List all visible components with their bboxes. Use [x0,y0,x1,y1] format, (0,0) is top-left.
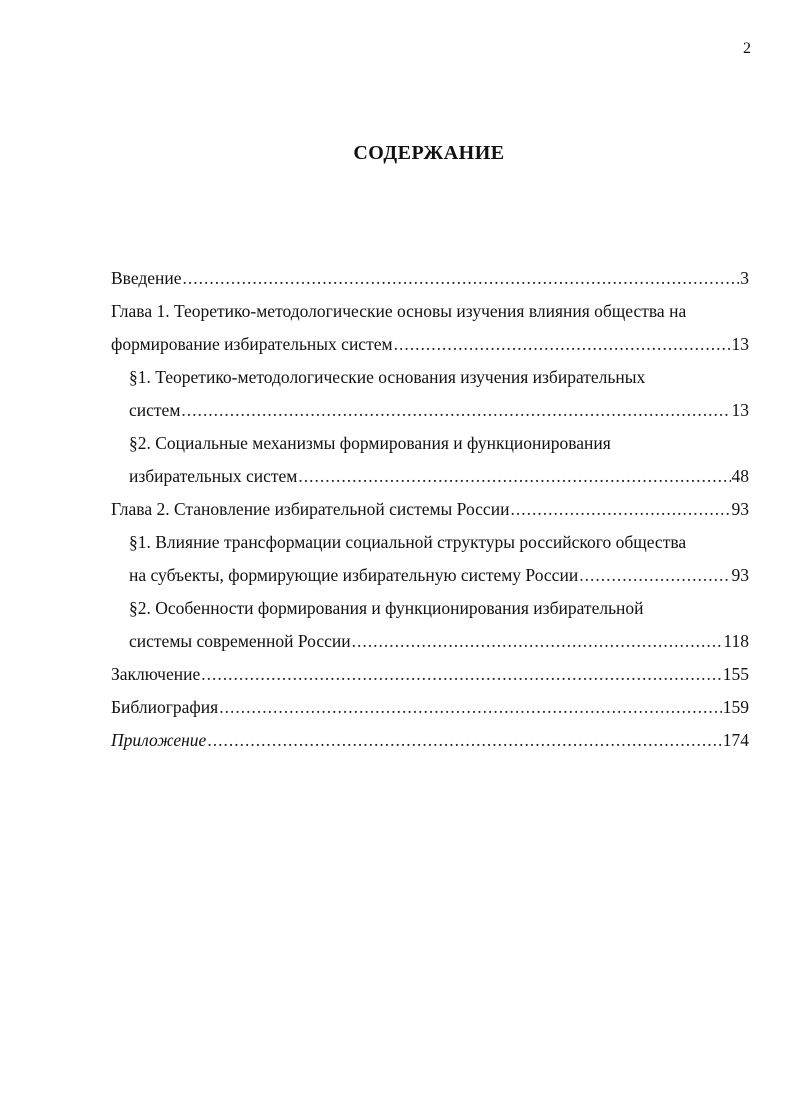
dot-leader [298,460,730,493]
toc-page-number: 155 [722,664,749,684]
toc-page-number: 93 [731,565,749,585]
toc-entry-chapter-2-section-2[interactable] [111,592,749,658]
toc-entry-chapter-1[interactable] [111,295,749,361]
toc-entry-chapter-2-section-1[interactable] [111,526,749,592]
page-title: СОДЕРЖАНИЕ [353,142,505,164]
toc-page-number: 159 [722,697,749,717]
toc-entry-text: Глава 1. Теоретико-методологические основы изучения влияния общества на [111,301,687,321]
toc-entry-text: Библиография [111,697,219,717]
toc-entry-chapter-1-section-2[interactable] [111,427,749,493]
toc-entry-text: §1. Теоретико-методологические основания изучения избирательных [129,367,646,387]
toc-page-number: 13 [731,400,749,420]
toc-entry-chapter-2[interactable] [111,493,749,526]
toc-entry-text: §1. Влияние трансформации социальной структуры российского общества [129,532,687,552]
dot-leader [219,691,722,724]
dot-leader [207,724,721,757]
dot-leader [579,559,730,592]
toc-entry-bibliography[interactable] [111,691,749,724]
toc-entry-appendix[interactable] [111,724,749,757]
toc-entry-text: §2. Социальные механизмы формирования и функционирования [129,433,611,453]
toc-entry-text-cont: систем [129,400,181,420]
toc-entry-text: Введение [111,268,182,288]
toc-entry-text-cont: избирательных систем [129,466,298,486]
toc-entry-text: Глава 2. Становление избирательной системы России [111,499,510,519]
dot-leader [394,328,731,361]
table-of-contents [111,262,749,757]
toc-page-number: 3 [740,268,749,288]
toc-entry-text-cont: на субъекты, формирующие избирательную систему России [129,565,579,585]
dot-leader [201,658,722,691]
toc-entry-text: Приложение [111,730,207,750]
page-number: 2 [743,40,751,57]
dot-leader [181,394,730,427]
toc-entry-chapter-1-section-1[interactable] [111,361,749,427]
toc-page-number: 174 [722,730,749,750]
toc-entry-text-cont: системы современной России [129,631,351,651]
toc-entry-text: §2. Особенности формирования и функционирования избирательной [129,598,644,618]
toc-entry-text-cont: формирование избирательных систем [111,334,393,354]
dot-leader [183,262,740,295]
toc-entry-introduction[interactable] [111,262,749,295]
toc-page-number: 118 [723,631,749,651]
toc-page-number: 13 [731,334,749,354]
toc-entry-conclusion[interactable] [111,658,749,691]
toc-page-number: 93 [731,499,749,519]
toc-entry-text: Заключение [111,664,201,684]
dot-leader [352,625,723,658]
dot-leader [510,493,730,526]
toc-page-number: 48 [731,466,749,486]
